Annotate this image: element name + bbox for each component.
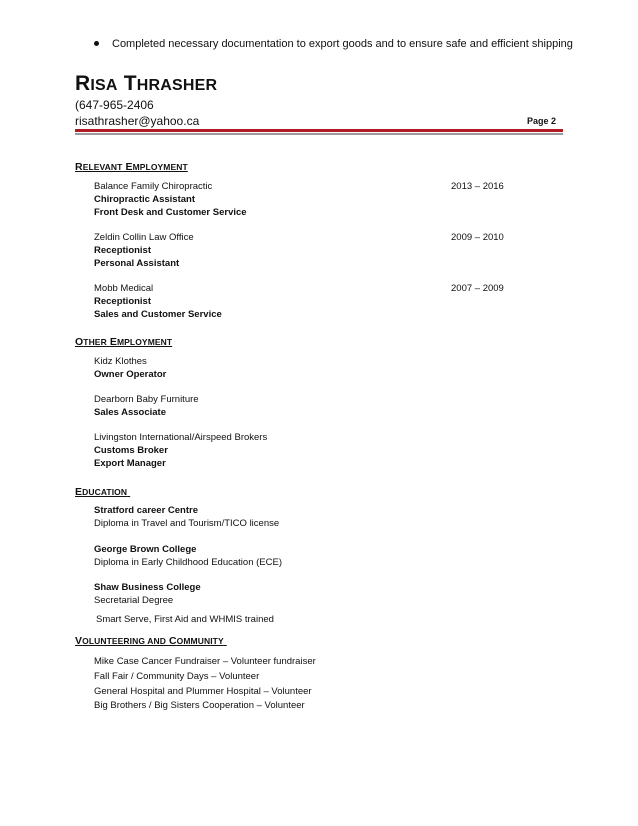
- job-company: Zeldin Collin Law Office: [94, 232, 194, 243]
- phone-number: (647-965-2406: [75, 98, 154, 112]
- job-subtitle: Export Manager: [94, 458, 166, 469]
- job-title: Owner Operator: [94, 369, 167, 380]
- job-dates: 2009 – 2010: [451, 232, 504, 243]
- volunteer-item: General Hospital and Plummer Hospital – Volunteer: [94, 686, 312, 697]
- header-rule-accent: [75, 129, 563, 132]
- school-name: Stratford career Centre: [94, 505, 199, 516]
- job-company: Livingston International/Airspeed Brokers: [94, 432, 268, 443]
- volunteer-item: Fall Fair / Community Days – Volunteer: [94, 671, 260, 682]
- intro-bullet-text: Completed necessary documentation to export goods and to ensure safe and efficient shipping: [112, 38, 573, 50]
- bullet-icon: [94, 41, 99, 46]
- header-rule-secondary: [75, 133, 563, 135]
- job-title: Receptionist: [94, 296, 152, 307]
- job-dates: 2013 – 2016: [451, 181, 504, 192]
- job-title: Chiropractic Assistant: [94, 194, 196, 205]
- volunteer-item: Big Brothers / Big Sisters Cooperation – Volunteer: [94, 700, 305, 711]
- job-title: Sales Associate: [94, 407, 166, 418]
- job-title: Customs Broker: [94, 445, 168, 456]
- job-dates: 2007 – 2009: [451, 283, 504, 294]
- job-subtitle: Sales and Customer Service: [94, 309, 222, 320]
- job-title: Receptionist: [94, 245, 152, 256]
- section-heading-relevant-employment: RELEVANT EMPLOYMENT: [75, 161, 188, 173]
- school-name: Shaw Business College: [94, 582, 201, 593]
- intro-bullet-item: [94, 38, 573, 50]
- certifications-line: Smart Serve, First Aid and WHMIS trained: [96, 614, 274, 625]
- job-company: Balance Family Chiropractic: [94, 181, 213, 192]
- school-credential: Diploma in Early Childhood Education (ECE): [94, 557, 282, 568]
- candidate-name: RISA THRASHER: [75, 72, 218, 95]
- section-heading-volunteering: VOLUNTEERING AND COMMUNITY: [75, 635, 224, 647]
- job-subtitle: Personal Assistant: [94, 258, 180, 269]
- section-heading-education: EDUCATION: [75, 486, 128, 498]
- school-name: George Brown College: [94, 544, 197, 555]
- job-company: Dearborn Baby Furniture: [94, 394, 199, 405]
- volunteer-item: Mike Case Cancer Fundraiser – Volunteer fundraiser: [94, 656, 316, 667]
- job-subtitle: Front Desk and Customer Service: [94, 207, 247, 218]
- school-credential: Diploma in Travel and Tourism/TICO license: [94, 518, 280, 529]
- job-company: Mobb Medical: [94, 283, 154, 294]
- school-credential: Secretarial Degree: [94, 595, 174, 606]
- email-address: risathrasher@yahoo.ca: [75, 114, 200, 128]
- page-number: Page 2: [526, 116, 556, 126]
- job-company: Kidz Klothes: [94, 356, 147, 367]
- section-heading-other-employment: OTHER EMPLOYMENT: [75, 336, 173, 348]
